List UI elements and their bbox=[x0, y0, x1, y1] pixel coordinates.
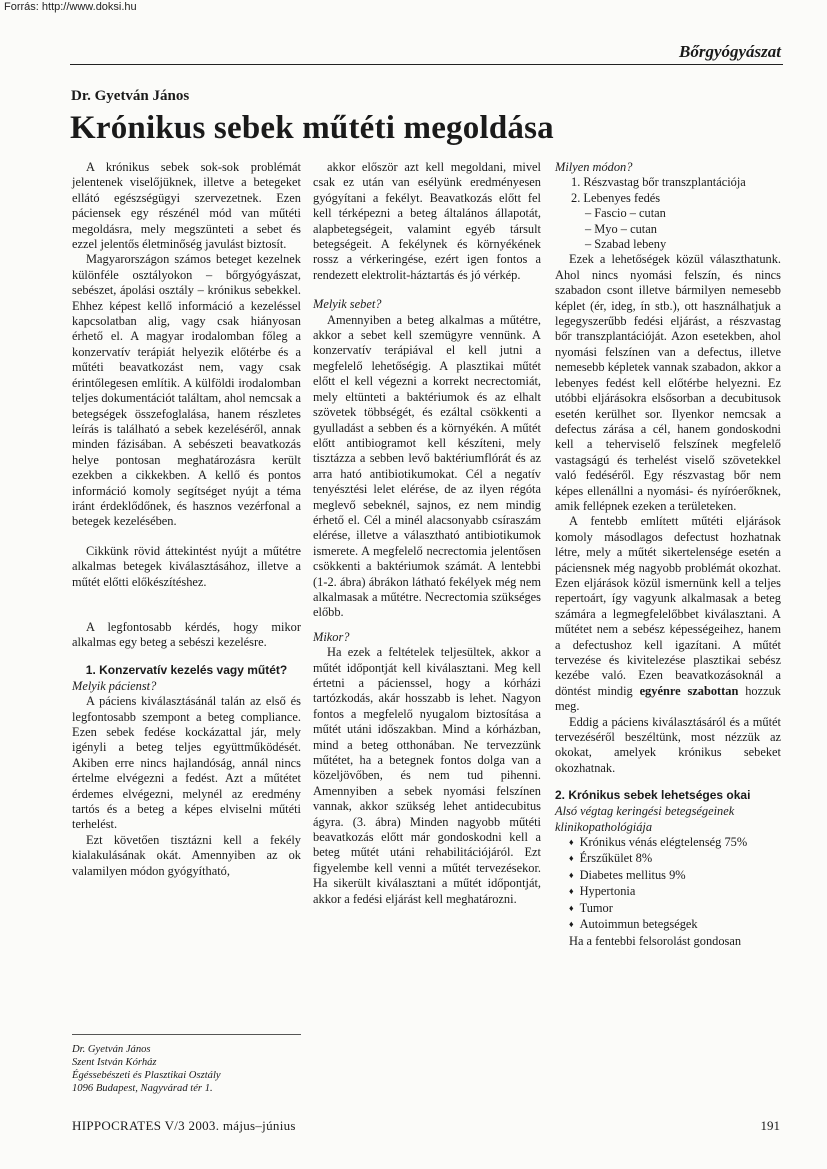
subheading: Melyik sebet? bbox=[313, 297, 382, 312]
author-affiliation bbox=[72, 1034, 301, 1095]
list-item: – Szabad lebeny bbox=[585, 237, 667, 252]
column-1 bbox=[72, 160, 301, 879]
paragraph: A páciens kiválasztásánál talán az első és legfontosabb szempont a beteg compliance. Ezen sebek fedése kockázattal jár, mely igényli a beteg teljes együttműködését. Akiben erre nincs hajlandóság, annál nincs értelme elvégezni a fedést. Azt a műtétet érdemes elvégezni, melynél az eredmény tartós és a beteg a képes elviselni műtéti terhelést. bbox=[72, 694, 301, 832]
article-title: Krónikus sebek műtéti megoldása bbox=[70, 110, 554, 146]
causes-list bbox=[555, 835, 781, 933]
paragraph: Magyarországon számos beteget kezelnek különféle osztályokon – bőrgyógyászat, sebészet, ápolási osztály – krónikus sebekkel. Ehhez képest kellő információ a kezeléssel kapcsolatban alig, vagy csak hiányosan érhető el. A magyar irodalomban főleg a konzervatív terápiát helyezik előtérbe és a műtéti beavatkozást nem, vagy csak érintőlegesen említik. A külföldi irodalomban teljes dokumentációt találtam, ahol nemcsak a betegségek összefoglalása, hanem részletes leírás is található a sebek kezeléséről, annak minden fázisában. A sebészeti beavatkozás helye pontosan meghatározásra került ezekben a cikkekben. A kellő és pontos információ komoly segítséget nyújt a téma iránt érdeklődőnek, és hasznos vezérfonal a betegek kezelésében. bbox=[72, 252, 301, 529]
paragraph: Ezt követően tisztázni kell a fekély kialakulásának okát. Amennyiben az ok valamilyen módon gyógyítható, bbox=[72, 832, 301, 878]
subheading: Alsó végtag keringési betegségeinek klinikopathológiája bbox=[555, 804, 735, 834]
paragraph: Ha a fentebbi felsorolást gondosan bbox=[569, 933, 742, 948]
method-list bbox=[555, 175, 781, 206]
paragraph: Ha ezek a feltételek teljesültek, akkor a műtét időpontját kell kiválasztani. Meg kell értetni a pácienssel, hogy a kórházi tartózkodás, akár hosszabb is lehet. Nagyon fontos a megfelelő nyugalom biztosítása a műtét utáni időszakban. Mind a kórházban, mind a beteg otthonában. Ne tervezzünk műtétet, ha a betegnek fontos dolga van a közeljövőben, és nem tud pihenni. Amennyiben a sebek nyomási felszínen vannak, akkor szükség lehet antidecubitus ágyra. (3. ábra) Minden nagyobb műtéti beavatkozás előtt már gondoskodni kell a beteg műtét utáni rehabilitációjáról. Ezt figyelembe kell venni a műtét tervezésekor. Ha sikerült kiválasztani a műtét időpontját, akkor a fedési eljárást kell meghatározni. bbox=[313, 645, 541, 906]
bold-text: egyénre szabottan bbox=[639, 683, 739, 698]
paragraph: akkor először azt kell megoldani, mivel csak ez után van esélyünk eredményesen gyógyítani a fekélyt. Beavatkozás előtt fel kell térképezni a beteg általános állapotát, alapbetegségeit, valamint egyéb társult betegségeit. A fekélynek és környékének rossz a vérkeringése, ezért igen fontos a rendezett elektrolit-háztartás és jó vérkép. bbox=[313, 160, 541, 282]
list-item: – Fascio – cutan bbox=[585, 206, 666, 221]
paragraph: Eddig a páciens kiválasztásáról és a műtét tervezéséről beszéltünk, most nézzük az okokat, amelyek krónikus sebeket okozhatnak. bbox=[555, 714, 781, 775]
text-span: hozzuk meg. bbox=[555, 683, 781, 714]
header-rule bbox=[70, 64, 783, 65]
affiliation-line: Szent István Kórház bbox=[72, 1057, 157, 1068]
paragraph bbox=[555, 514, 781, 714]
list-item: 2. Lebenyes fedés bbox=[571, 190, 661, 205]
subheading: Mikor? bbox=[313, 629, 350, 644]
paragraph: A krónikus sebek sok-sok problémát jelentenek viselőjüknek, illetve a betegeket ellátó egészségügyi szervezetnek. Ezen páciensek egy részénél mód van műtéti megoldásra, mely megszünteti a sebet és ezzel jelentős életminőség javulást biztosít. bbox=[72, 160, 301, 252]
source-url[interactable]: Forrás: http://www.doksi.hu bbox=[4, 1, 137, 13]
paragraph: Ezek a lehetőségek közül választhatunk. Ahol nincs nyomási felszín, és nincs szabadon csont illetve bármilyen nemesebb képlet (ér, ideg, ín stb.), ott használhatjuk a legegyszerűbb fedési eljárást, a részvastag bőr transzplantációját. Azon esetekben, ahol nyomási felszínen van a defectus, illetve nemesebb képletek vannak szabadon, akkor a lebenyes fedést kell előtérbe helyezni. Ez utóbbi eljárásokra elsősorban a decubitusok esetén kerülhet sor. Ilyenkor nemcsak a defectus zárása a cél, hanem gondoskodni kell a teherviselő felszínek megfelelő vastagságú és terhelést viselő szövetekkel való fedéséről. Egy részvastag bőr nem képes ellenállni a nyomási- és nyíróerőknek, amik fellépnek ezeken a területeken. bbox=[555, 252, 781, 513]
list-item: ♦ Hypertonia bbox=[569, 884, 781, 900]
journal-footer: HIPPOCRATES V/3 2003. május–június bbox=[72, 1118, 296, 1133]
subheading: Melyik pácienst? bbox=[72, 678, 157, 693]
section-title: Bőrgyógyászat bbox=[679, 42, 781, 61]
subheading: Milyen módon? bbox=[555, 160, 633, 174]
paragraph: Cikkünk rövid áttekintést nyújt a műtétre alkalmas betegek kiválasztásához, illetve a műtét előtti előkészítéshez. bbox=[72, 543, 301, 589]
section-heading: 1. Konzervatív kezelés vagy műtét? bbox=[85, 662, 288, 677]
list-item: – Myo – cutan bbox=[585, 221, 657, 236]
affiliation-line: Égéssebészeti és Plasztikai Osztály bbox=[72, 1070, 221, 1081]
list-item: ♦ Diabetes mellitus 9% bbox=[569, 868, 781, 884]
flap-list bbox=[555, 206, 781, 252]
text-span: A fentebb említett műtéti eljárások komoly másodlagos defectust hozhatnak létre, mely a műtét sikertelensége esetén a páciensnek még nagyobb problémát okozhat. Ezen eljárások közül ismernünk kell a teljes repertoárt, így vagyunk alkalmasak a beteg számára a legmegfelelőbbet kiválasztani. A műtétet nem a sebész képességeihez, hanem a defectushoz kell igazítani. A műtét tervezése és kivitelezése plasztikai sebész kezébe való. Ezen beavatkozásoknál a döntést mindig bbox=[555, 514, 781, 698]
paragraph: Amennyiben a beteg alkalmas a műtétre, akkor a sebet kell szemügyre vennünk. A konzervatív terápiával el kell jutni a megfelelő lehetőségig. A plasztikai műtét előtt el kell végezni a korrekt necrectomiát, mely eltünteti a baktériumok és az elhalt szövetek többségét, és ezáltal csökkenti a gyulladást a sebben és a környékén. A műtét előtt antibiogramot kell készíteni, mely tisztázza a sebben levő baktériumflórát és az arra ható antibiotikumokat. Cél a negatív tenyésztési lelet elérése, de az ilyen régóta meglevő sebeknél, sajnos, ez nem mindig érhető el. Cél a minél alacsonyabb csíraszám elérése, illetve a választható antibiotikumok ismerete. A megfelelő necrectomia jelentősen csökkenti a baktériumok számát. A lentebbi (1-2. ábra) ábrákon látható fekélyek még nem alkalmasak a műtétre. Necrectomia szükséges előbb. bbox=[313, 312, 541, 620]
author-name: Dr. Gyetván János bbox=[71, 88, 190, 104]
list-item: 1. Részvastag bőr transzplantációja bbox=[571, 175, 746, 190]
list-item: ♦ Autoimmun betegségek bbox=[569, 917, 781, 933]
list-item: ♦ Érszűkület 8% bbox=[569, 851, 781, 867]
affiliation-line: Dr. Gyetván János bbox=[72, 1044, 151, 1055]
affiliation-line: 1096 Budapest, Nagyvárad tér 1. bbox=[72, 1083, 213, 1094]
column-3 bbox=[555, 160, 781, 949]
list-item: ♦ Krónikus vénás elégtelenség 75% bbox=[569, 835, 781, 851]
page-number: 191 bbox=[760, 1118, 780, 1133]
column-2 bbox=[313, 160, 541, 907]
paragraph: A legfontosabb kérdés, hogy mikor alkalmas egy beteg a sebészi kezelésre. bbox=[72, 619, 301, 650]
section-heading: 2. Krónikus sebek lehetséges okai bbox=[555, 788, 751, 803]
list-item: ♦ Tumor bbox=[569, 901, 781, 917]
